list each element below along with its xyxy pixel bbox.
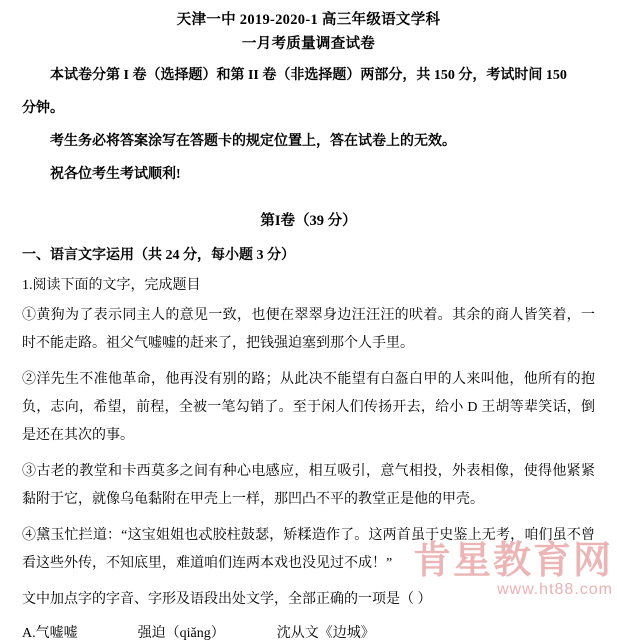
question-1-stem: 1.阅读下面的文字，完成题目 bbox=[22, 277, 201, 293]
option-a-label: A.气嘘嘘 bbox=[22, 625, 78, 641]
option-a-gap-1 bbox=[78, 622, 138, 642]
intro-line-2: 分钟。 bbox=[22, 100, 64, 116]
option-a-source: 沈从文《边城》 bbox=[276, 625, 375, 641]
intro-line-1: 本试卷分第 I 卷（选择题）和第 II 卷（非选择题）两部分，共 150 分，考试时间 150 bbox=[50, 67, 567, 83]
option-a-row bbox=[22, 622, 595, 642]
part-title: 第I卷（39 分） bbox=[260, 212, 357, 229]
section-heading: 一、语言文字运用（共 24 分，每小题 3 分） bbox=[22, 247, 295, 263]
passage-paragraph-4: ④黛玉忙拦道：“这宝姐姐也忒胶柱鼓瑟，矫糅造作了。这两首虽于史鉴上无考，咱们虽不曾看这些外传，不知底里，难道咱们连两本戏也没见过不成！” bbox=[22, 527, 595, 571]
watermark-text: 肯星教育网 bbox=[412, 540, 613, 582]
option-a-gap-2 bbox=[225, 622, 277, 642]
document-title-line-1: 天津一中 2019-2020-1 高三年级语文学科 bbox=[176, 12, 441, 28]
document-page bbox=[0, 10, 617, 641]
passage-paragraph-1: ①黄狗为了表示同主人的意见一致，也便在翠翠身边汪汪汪的吠着。其余的商人皆笑着，一时不能走路。祖父气嘘嘘的赶来了，把钱强迫塞到那个人手里。 bbox=[22, 307, 595, 351]
intro-line-3: 考生务必将答案涂写在答题卡的规定位置上，答在试卷上的无效。 bbox=[50, 134, 456, 150]
question-prompt: 文中加点字的字音、字形及语段出处文学，全部正确的一项是（ ） bbox=[22, 591, 432, 607]
watermark-url: www.ht88.com bbox=[496, 581, 613, 598]
document-title-line-2: 一月考质量调查试卷 bbox=[241, 35, 376, 52]
intro-line-4: 祝各位考生考试顺利! bbox=[50, 167, 181, 183]
option-a-middle: 强迫（qiǎng） bbox=[137, 625, 225, 641]
passage-paragraph-3: ③古老的教堂和卡西莫多之间有种心电感应，相互吸引，意气相投，外表相像，使得他紧紧黏附于它，就像乌龟黏附在甲壳上一样，那凹凸不平的教堂正是他的甲壳。 bbox=[22, 463, 595, 507]
passage-paragraph-2: ②洋先生不准他革命，他再没有别的路；从此决不能望有白盔白甲的人来叫他，他所有的抱负，志向，希望，前程，全被一笔勾销了。至于闲人们传扬开去，给小 D 王胡等辈笑话，倒是还在其次的事。 bbox=[22, 371, 595, 443]
